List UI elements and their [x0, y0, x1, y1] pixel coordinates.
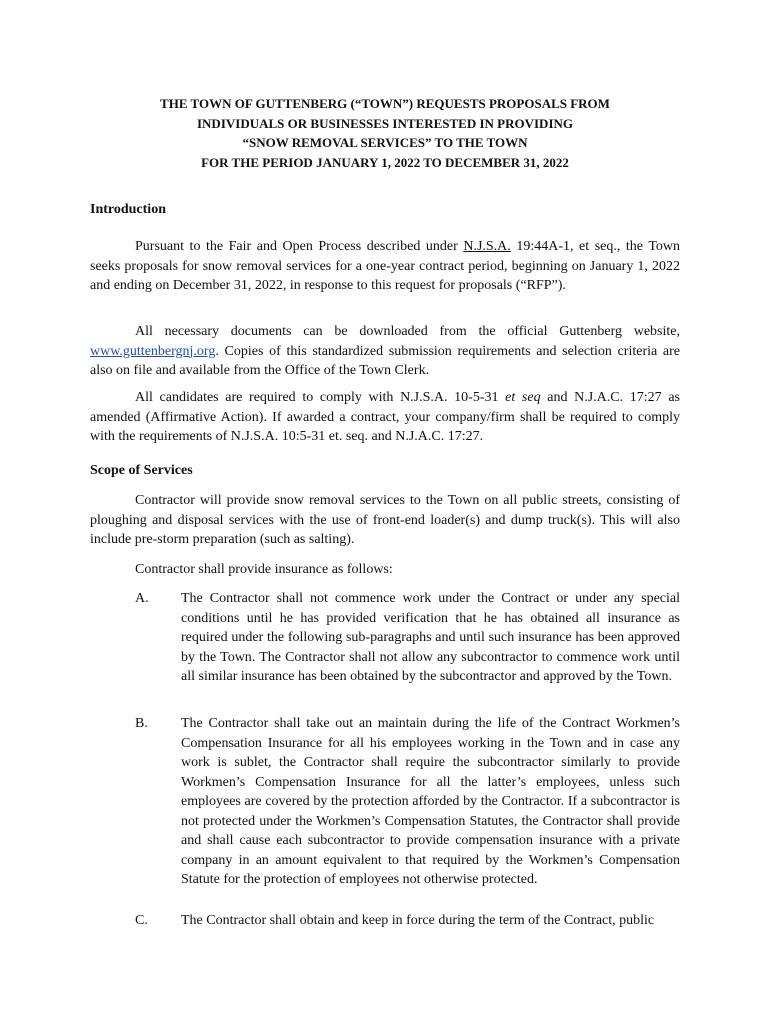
- insurance-item-c: [90, 911, 680, 931]
- scope-p1-text: Contractor will provide snow removal services to the Town on all public streets, consisting of ploughing and disposal services with the use of front-end loader(s) and dump truck(s). This will also include pre-storm preparation (such as salting).: [90, 493, 680, 547]
- intro-paragraph-2: [90, 322, 680, 381]
- title-line-4: FOR THE PERIOD JANUARY 1, 2022 TO DECEMBER 31, 2022: [201, 154, 569, 170]
- title-line-1: THE TOWN OF GUTTENBERG (“TOWN”) REQUESTS PROPOSALS FROM: [160, 96, 610, 111]
- scope-heading: Scope of Services: [90, 463, 193, 478]
- intro-p1-text: Pursuant to the Fair and Open Process described under: [135, 239, 464, 254]
- item-text: The Contractor shall take out an maintain during the life of the Contract Workmen’s Compensation Insurance for all his employees working in the Town and in case any work is sublet, the Contractor shall require the subcontractor similarly to provide Workmen’s Compensation Insurance for all the latter’s employees, unless such employees are covered by the protection afforded by the Contractor. If a subcontractor is not protected under the Workmen’s Compensation Statutes, the Contractor shall provide and shall cause each subcontractor to provide compensation insurance with a private company in an amount equivalent to that required by the Workmen’s Compensation Statute for the protection of employees not otherwise protected.: [181, 716, 680, 887]
- intro-paragraph-3: [90, 388, 680, 447]
- et-seq-italic: et seq: [505, 390, 541, 405]
- website-link[interactable]: www.guttenbergnj.org: [90, 343, 216, 359]
- intro-p2-text: All necessary documents can be downloaded from the official Guttenberg website,: [135, 324, 680, 339]
- item-letter: A.: [135, 591, 149, 606]
- intro-paragraph-1: [90, 237, 680, 296]
- item-text: The Contractor shall obtain and keep in force during the term of the Contract, public: [181, 913, 655, 928]
- item-text: The Contractor shall not commence work under the Contract or under any special conditions until he has provided verification that he has obtained all insurance as required under the following sub-paragraphs and until such insurance has been approved by the Town. The Contractor shall not allow any subcontractor to commence work until all similar insurance has been obtained by the subcontractor and approved by the Town.: [181, 591, 680, 684]
- insurance-item-a: [90, 589, 680, 687]
- title-line-2: INDIVIDUALS OR BUSINESSES INTERESTED IN PROVIDING: [196, 115, 574, 131]
- item-letter: C.: [135, 913, 148, 928]
- document-title: [90, 94, 680, 172]
- title-line-3: “SNOW REMOVAL SERVICES” TO THE TOWN: [242, 135, 528, 150]
- insurance-item-b: [90, 714, 680, 890]
- intro-p1-text-cont: 19:44A-1, et seq., the Town seeks proposals for snow removal services for a one-year contract period, beginning on January 1, 2022 and ending on December 31, 2022, in response to this request for proposals (“RFP”).: [90, 239, 681, 293]
- intro-p2-text-cont: . Copies of this standardized submission requirements and selection criteria are also on file and available from the Office of the Town Clerk.: [90, 343, 680, 378]
- njsa-citation: N.J.S.A.: [463, 239, 511, 254]
- introduction-heading: Introduction: [90, 202, 166, 217]
- item-letter: B.: [135, 716, 148, 731]
- intro-p3-text: All candidates are required to comply with N.J.S.A. 10-5-31: [135, 390, 506, 405]
- intro-p3-text-cont: and N.J.A.C. 17:27 as amended (Affirmative Action). If awarded a contract, your company/firm shall be required to comply with the requirements of N.J.S.A. 10:5-31 et. seq. and N.J.A.C. 17:27.: [90, 390, 680, 444]
- scope-paragraph-1: [90, 491, 680, 550]
- scope-paragraph-2: [90, 560, 680, 580]
- scope-p2-text: Contractor shall provide insurance as follows:: [135, 562, 393, 577]
